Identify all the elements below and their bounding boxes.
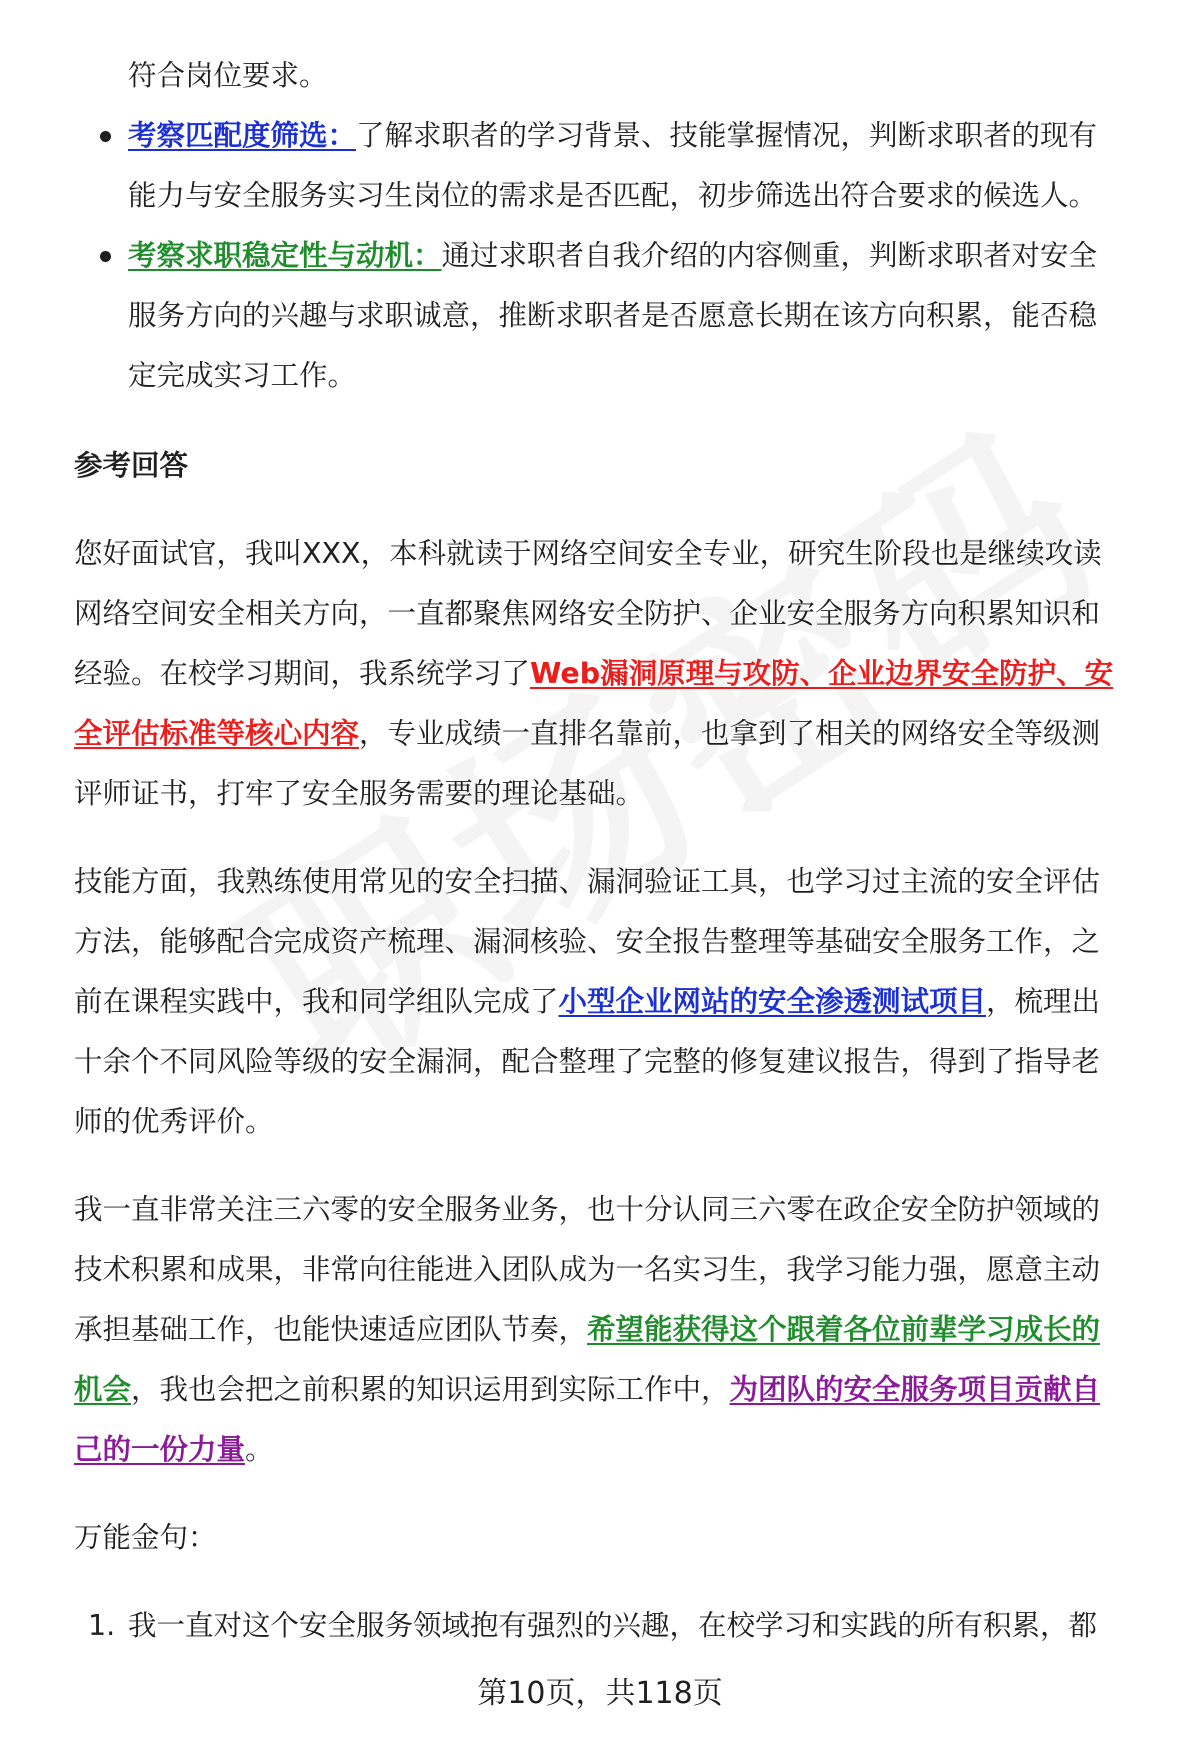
text-line: ，我也会把之前积累的知识运用到实际工作中， [131, 1373, 730, 1406]
golden-sentence-label: 万能金句： [74, 1521, 217, 1554]
text-line: 经验。在校学习期间，我系统学习了 [74, 657, 531, 690]
bullet-dot-icon [100, 131, 111, 142]
text-line: 前在课程实践中，我和同学组队完成了 [74, 985, 559, 1018]
bullet-text: 了解求职者的学习背景、技能掌握情况，判断求职者的现有 [356, 119, 1098, 152]
bullet-title: 考察匹配度筛选： [128, 119, 357, 152]
page-content [74, 52, 1164, 1656]
highlight-blue: 小型企业网站的安全渗透测试项目 [558, 985, 987, 1018]
answer-paragraph-3 [74, 1180, 1164, 1480]
text-line: 技能方面，我熟练使用常见的安全扫描、漏洞验证工具，也学习过主流的安全评估 [74, 865, 1101, 898]
text-line: 我一直非常关注三六零的安全服务业务，也十分认同三六零在政企安全防护领域的 [74, 1193, 1101, 1226]
bullet-text: 服务方向的兴趣与求职诚意，推断求职者是否愿意长期在该方向积累，能否稳 [128, 299, 1098, 332]
text-line: 十余个不同风险等级的安全漏洞，配合整理了完整的修复建议报告，得到了指导老 [74, 1045, 1101, 1078]
bullet-item [74, 226, 1164, 406]
answer-paragraph-1 [74, 524, 1164, 824]
highlight-green: 希望能获得这个跟着各位前辈学习成长的 [587, 1313, 1101, 1346]
text-line: ，专业成绩一直排名靠前，也拿到了相关的网络安全等级测 [359, 717, 1101, 750]
text-line: 方法，能够配合完成资产梳理、漏洞核验、安全报告整理等基础安全服务工作，之 [74, 925, 1101, 958]
intro-tail: 符合岗位要求。 [128, 59, 328, 92]
highlight-green: 机会 [74, 1373, 132, 1406]
bullet-text: 定完成实习工作。 [128, 359, 357, 392]
text-line: 。 [245, 1433, 274, 1466]
bullet-item [74, 106, 1164, 226]
text-line: 您好面试官，我叫XXX，本科就读于网络空间安全专业，研究生阶段也是继续攻读 [74, 537, 1102, 570]
page-number: 第10页，共118页 [477, 1676, 723, 1711]
highlight-red: Web漏洞原理与攻防、企业边界安全防护、安 [530, 657, 1114, 690]
section-title: 参考回答 [74, 449, 189, 482]
bullet-text: 能力与安全服务实习生岗位的需求是否匹配，初步筛选出符合要求的候选人。 [128, 179, 1098, 212]
answer-paragraph-2 [74, 852, 1164, 1152]
item-number: 1. [88, 1609, 116, 1642]
highlight-red: 全评估标准等核心内容 [74, 717, 360, 750]
text-line: 承担基础工作，也能快速适应团队节奏， [74, 1313, 588, 1346]
text-line: 技术积累和成果，非常向往能进入团队成为一名实习生，我学习能力强，愿意主动 [74, 1253, 1101, 1286]
text-line: 网络空间安全相关方向，一直都聚焦网络安全防护、企业安全服务方向积累知识和 [74, 597, 1101, 630]
bullet-dot-icon [100, 251, 111, 262]
bullet-title: 考察求职稳定性与动机： [128, 239, 442, 272]
item-text: 我一直对这个安全服务领域抱有强烈的兴趣，在校学习和实践的所有积累，都 [128, 1609, 1098, 1642]
highlight-purple: 己的一份力量 [74, 1433, 246, 1466]
text-line: 评师证书，打牢了安全服务需要的理论基础。 [74, 777, 645, 810]
numbered-item [74, 1596, 1164, 1656]
text-line: ，梳理出 [986, 985, 1101, 1018]
text-line: 师的优秀评价。 [74, 1105, 274, 1138]
bullet-text: 通过求职者自我介绍的内容侧重，判断求职者对安全 [441, 239, 1098, 272]
highlight-purple: 为团队的安全服务项目贡献自 [729, 1373, 1101, 1406]
